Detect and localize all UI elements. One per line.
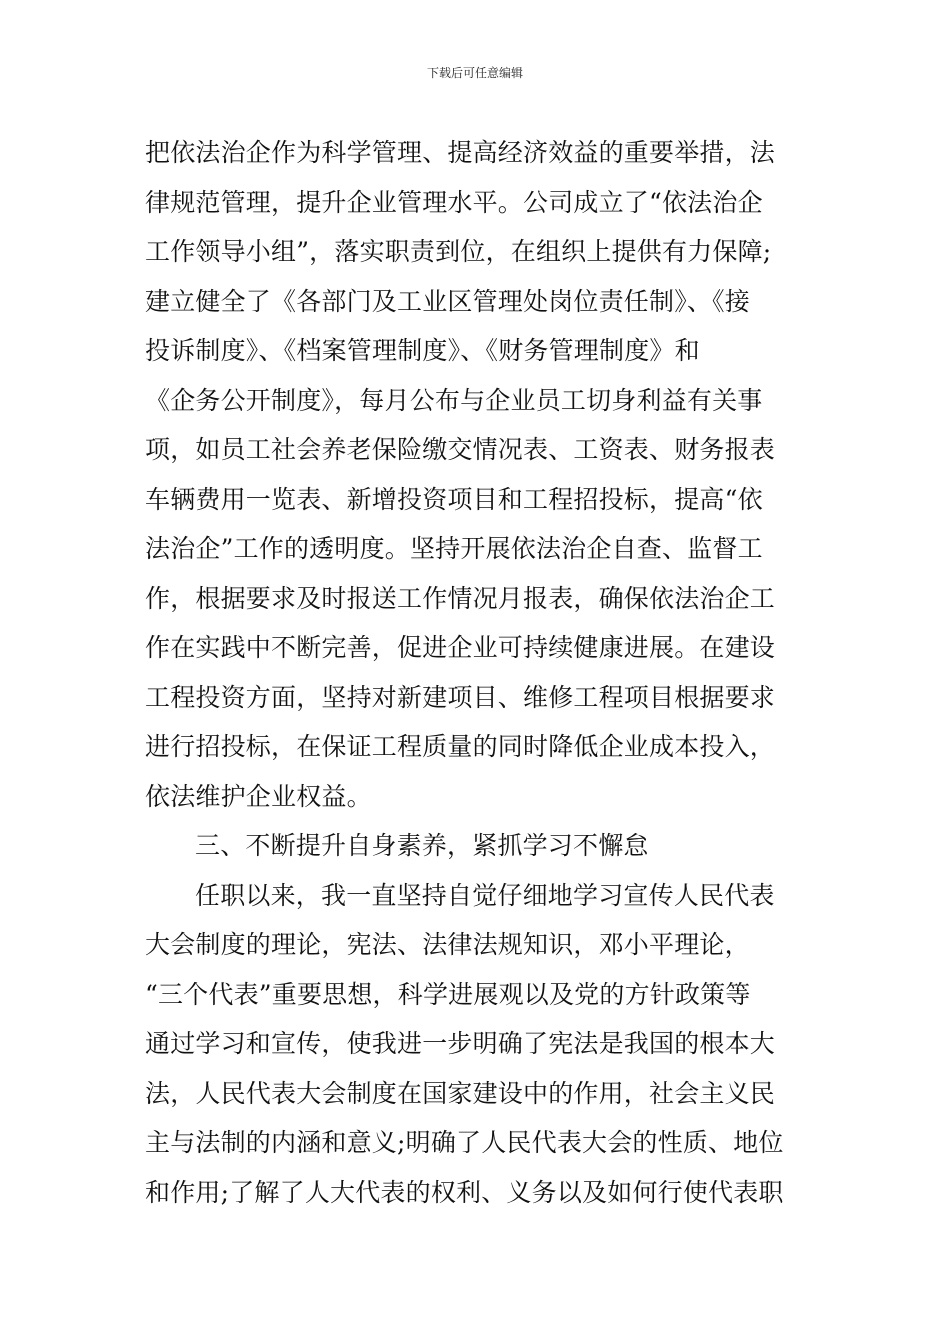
text-line: 车辆费用一览表、新增投资项目和工程招投标，提高“依 xyxy=(145,484,763,514)
text-line: 法，人民代表大会制度在国家建设中的作用，社会主义民 xyxy=(145,1078,776,1108)
text-line: 进行招投标，在保证工程质量的同时降低企业成本投入， xyxy=(145,732,776,761)
text-line: 通过学习和宣传，使我进一步明确了宪法是我国的根本大 xyxy=(145,1029,776,1058)
text-line: 法治企”工作的透明度。坚持开展依法治企自查、监督工 xyxy=(145,534,763,563)
text-line: 《企务公开制度》，每月公布与企业员工切身利益有关事 xyxy=(145,385,763,415)
text-line: 作在实践中不断完善，促进企业可持续健康进展。在建设 xyxy=(145,633,776,662)
text-line: 把依法治企作为科学管理、提高经济效益的重要举措，法 xyxy=(145,138,776,167)
document-body xyxy=(145,128,784,1217)
text-line: 工作领导小组”，落实职责到位，在组织上提供有力保障; xyxy=(145,237,772,266)
text-line: 大会制度的理论，宪法、法律法规知识，邓小平理论， xyxy=(145,930,750,959)
text-line: 和作用;了解了人大代表的权利、义务以及如何行使代表职 xyxy=(145,1177,784,1207)
text-line: 项，如员工社会养老保险缴交情况表、工资表、财务报表 xyxy=(145,435,776,464)
paragraph-first-line: 任职以来，我一直坚持自觉仔细地学习宣传人民代表 xyxy=(195,880,775,910)
text-line: 工程投资方面，坚持对新建项目、维修工程项目根据要求 xyxy=(145,682,776,712)
section-heading: 三、不断提升自身素养，紧抓学习不懈怠 xyxy=(195,831,649,860)
text-line: 建立健全了《各部门及工业区管理处岗位责任制》、《接 xyxy=(145,286,751,316)
text-line: 律规范管理，提升企业管理水平。公司成立了“依法治企 xyxy=(145,187,763,217)
text-line: “三个代表”重要思想，科学进展观以及党的方针政策等 xyxy=(145,979,751,1009)
text-line: 投诉制度》、《档案管理制度》、《财务管理制度》和 xyxy=(145,336,700,365)
header-note: 下载后可任意编辑 xyxy=(426,66,523,80)
text-line: 作，根据要求及时报送工作情况月报表，确保依法治企工 xyxy=(145,583,776,613)
text-line: 依法维护企业权益。 xyxy=(145,781,372,811)
text-line: 主与法制的内涵和意义;明确了人民代表大会的性质、地位 xyxy=(145,1128,784,1157)
